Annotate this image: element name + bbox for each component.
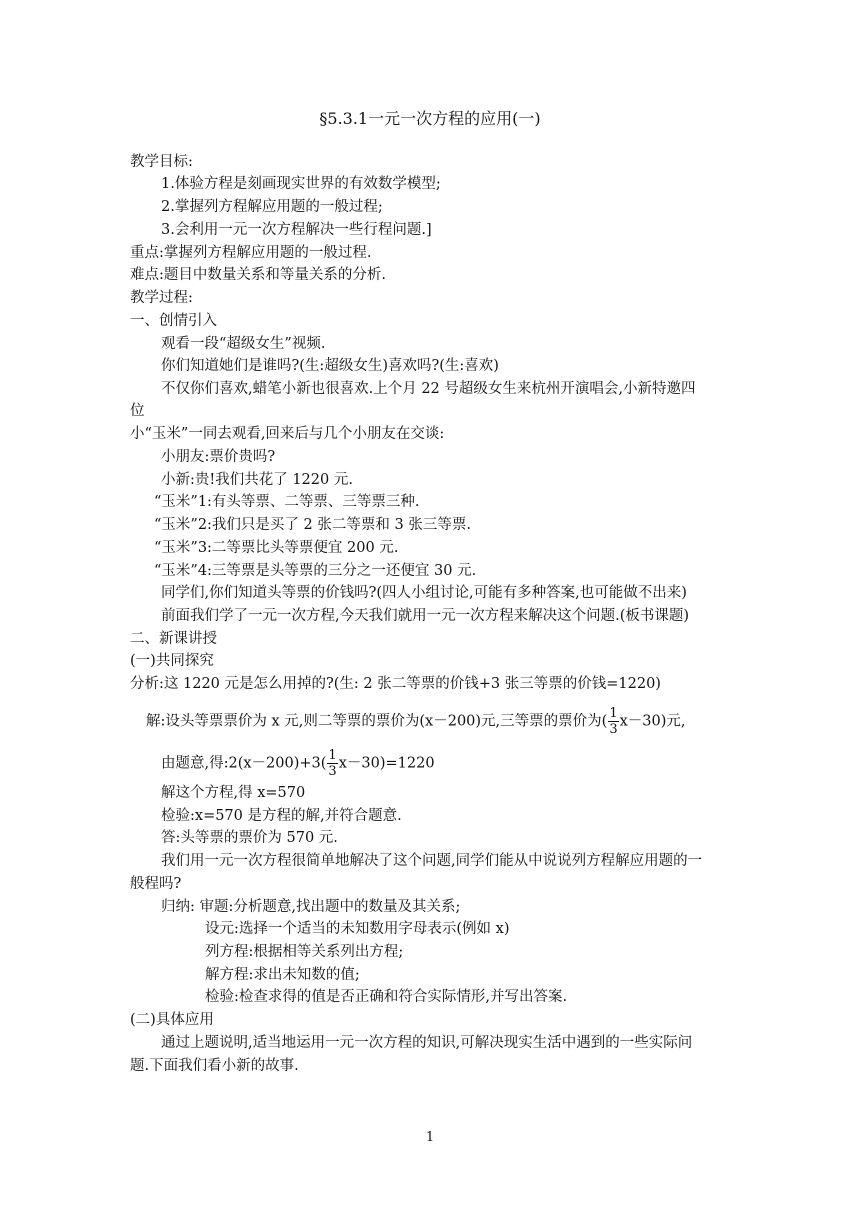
text-line: “玉米”3:二等票比头等票便宜 200 元. [154, 540, 399, 556]
page-title: §5.3.1一元一次方程的应用(一) [319, 109, 541, 128]
text-line: 分析:这 1220 元是怎么用掉的?(生: 2 张二等票的价钱+3 张三等票的价钱=1220) [130, 676, 661, 692]
section-heading: 二、新课讲授 [130, 631, 217, 647]
text-line: 解这个方程,得 x=570 [161, 785, 306, 801]
text-line: 不仅你们喜欢,蜡笔小新也很喜欢.上个月 22 号超级女生来杭州开演唱会,小新特邀四 [161, 381, 696, 397]
section-heading: 教学过程: [130, 290, 193, 306]
text-line: 位 [130, 403, 145, 419]
fraction: $\frac{1}{3}$ [328, 748, 337, 779]
text-line: 列方程:根据相等关系列出方程; [205, 944, 404, 960]
text-line: 1.体验方程是刻画现实世界的有效数学模型; [161, 176, 441, 192]
text-line: 小新:贵!我们共花了 1220 元. [161, 472, 353, 488]
section-heading: 教学目标: [130, 154, 193, 170]
text-line: 般程吗? [130, 876, 182, 892]
section-heading: 一、创情引入 [130, 313, 217, 329]
text-line: 你们知道她们是谁吗?(生:超级女生)喜欢吗?(生:喜欢) [161, 358, 499, 374]
text-line: 答:头等票的票价为 570 元. [161, 830, 338, 846]
text-line: 2.掌握列方程解应用题的一般过程; [161, 199, 383, 215]
page-number: 1 [425, 1130, 435, 1145]
text-line: “玉米”2:我们只是买了 2 张二等票和 3 张三等票. [154, 517, 471, 533]
subsection-heading: (一)共同探究 [130, 653, 214, 669]
text-line: 检验:x=570 是方程的解,并符合题意. [161, 808, 402, 824]
text-line: 解方程:求出未知数的值; [205, 967, 360, 983]
text-line: 观看一段“超级女生”视频. [161, 336, 326, 352]
solution-line: 解:设头等票票价为 x 元,则二等票的票价为(x－200)元,三等票的票价为( $\frac{1}{3}$ x－30)元, [146, 706, 686, 737]
equation-line: 由题意,得:2(x－200)+3( $\frac{1}{3}$ x－30)=1220 [161, 748, 435, 779]
text-line: “玉米”4:三等票是头等票的三分之一还便宜 30 元. [154, 563, 477, 579]
text-line: 小“玉米”一同去观看,回来后与几个小朋友在交谈: [130, 426, 445, 442]
text-line: 我们用一元一次方程很简单地解决了这个问题,同学们能从中说说列方程解应用题的一 [161, 853, 703, 869]
text-line: 同学们,你们知道头等票的价钱吗?(四人小组讨论,可能有多种答案,也可能做不出来) [161, 585, 687, 601]
text-line: 归纳: 审题:分析题意,找出题中的数量及其关系; [161, 899, 461, 915]
text-line: 通过上题说明,适当地运用一元一次方程的知识,可解决现实生活中遇到的一些实际问 [161, 1035, 693, 1051]
text-line: 重点:掌握列方程解应用题的一般过程. [130, 245, 372, 261]
text-line: 设元:选择一个适当的未知数用字母表示(例如 x) [205, 921, 510, 937]
subsection-heading: (二)具体应用 [130, 1012, 214, 1028]
text-line: 题.下面我们看小新的故事. [130, 1058, 299, 1074]
text-line: 难点:题目中数量关系和等量关系的分析. [130, 267, 386, 283]
text-line: 检验:检查求得的值是否正确和符合实际情形,并写出答案. [205, 989, 568, 1005]
fraction: $\frac{1}{3}$ [609, 706, 618, 737]
text-line: “玉米”1:有头等票、二等票、三等票三种. [154, 494, 420, 510]
text-line: 前面我们学了一元一次方程,今天我们就用一元一次方程来解决这个问题.(板书课题) [161, 608, 690, 624]
text-line: 3.会利用一元一次方程解决一些行程问题.] [161, 222, 432, 238]
text-line: 小朋友:票价贵吗? [161, 449, 276, 465]
